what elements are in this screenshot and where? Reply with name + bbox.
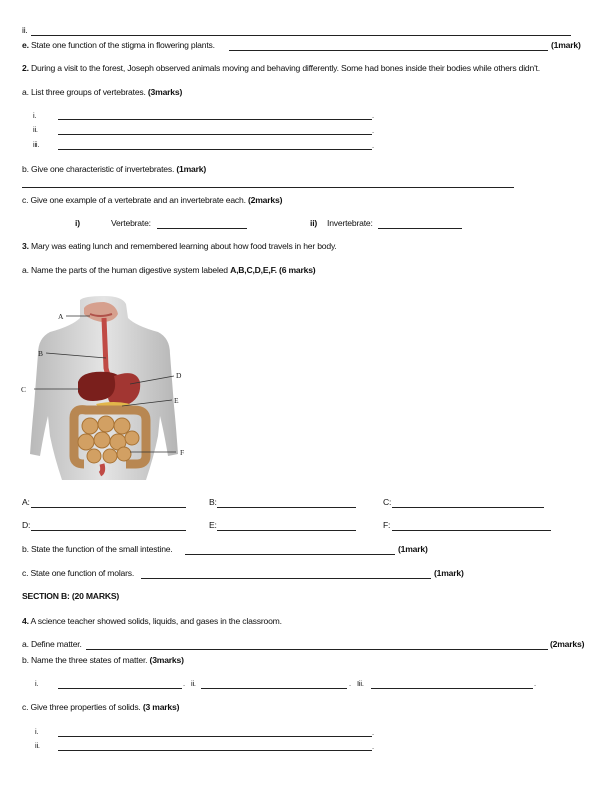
period: . [349,679,351,688]
q4b-marks: (3marks) [149,655,184,665]
answer-line[interactable] [58,688,182,689]
q4b-roman-2: ii. [191,679,196,688]
q3a-bold: A,B,C,D,E,F. (6 marks) [230,265,316,275]
period: . [372,728,374,737]
q4c-question [22,702,179,712]
q3-number: 3. [22,241,29,251]
q4-stem: A science teacher showed solids, liquids, and gases in the classroom. [30,616,282,626]
q2a-text: a. List three groups of vertebrates. [22,87,146,97]
answer-line[interactable] [58,134,372,135]
period: . [372,141,374,150]
q1e-label: e. [22,40,29,50]
answer-line[interactable] [31,35,571,36]
q4b-question [22,655,184,665]
q2c-invertebrate-label: Invertebrate: [327,218,373,228]
q4b-roman-3: Iii. [357,679,364,688]
q4c-text: c. Give three properties of solids. [22,702,141,712]
vertebrate-answer-line[interactable] [157,228,247,229]
q2c-i-label: i) [75,218,80,228]
q4c-roman-1: i. [35,727,39,736]
answer-line-c[interactable] [392,507,544,508]
q3-stem: Mary was eating lunch and remembered learning about how food travels in her body. [30,241,337,251]
q2a-marks: (3marks) [147,87,183,97]
q3b-marks: (1mark) [398,544,428,554]
answer-label-e: E: [209,520,217,530]
rectum [100,464,103,474]
answer-line[interactable] [58,736,372,737]
period: . [183,679,185,688]
answer-line[interactable] [371,688,533,689]
q2-stem-line [22,63,540,73]
answer-label-c: C: [383,497,392,507]
invertebrate-answer-line[interactable] [378,228,462,229]
period: . [372,111,374,120]
q4a-text: a. Define matter. [22,639,82,649]
diagram-label-f: F [180,448,184,457]
q3b-text: b. State the function of the small intestine. [22,544,173,554]
q2c-vertebrate-label: Vertebrate: [111,218,151,228]
q3a-question [22,265,315,275]
answer-line[interactable] [86,649,548,650]
q2-stem: During a visit to the forest, Joseph observed animals moving and behaving differently. Some had bones inside their bodies while others didn't. [30,63,540,73]
q2b-text: b. Give one characteristic of invertebrates. [22,164,175,174]
q4a-marks: (2marks) [550,639,585,649]
q2c-question [22,195,282,205]
answer-label-a: A: [22,497,30,507]
q4b-text: b. Name the three states of matter. [22,655,148,665]
answer-line[interactable] [201,688,347,689]
q1e-text: State one function of the stigma in flowering plants. [30,40,215,50]
period: . [534,679,536,688]
q4b-roman-1: i. [35,679,39,688]
answer-line[interactable] [229,50,548,51]
q2b-question [22,164,206,174]
q2a-roman-1: i. [33,111,37,120]
q1e-question [22,40,215,50]
q2c-marks: (2marks) [248,195,283,205]
q3-stem-line [22,241,337,251]
answer-line-d[interactable] [31,530,186,531]
answer-line-a[interactable] [31,507,186,508]
answer-label-b: B: [209,497,217,507]
q4-number: 4. [22,616,29,626]
q2c-ii-label: ii) [310,218,318,228]
diagram-label-c: C [21,385,26,394]
q3c-text: c. State one function of molars. [22,568,135,578]
section-b-title: SECTION B: (20 MARKS) [22,591,120,601]
answer-line[interactable] [58,149,372,150]
q4c-marks: (3 marks) [142,702,180,712]
q2b-marks: (1mark) [176,164,207,174]
answer-line[interactable] [58,750,372,751]
answer-line-f[interactable] [392,530,551,531]
answer-label-f: F: [383,520,391,530]
answer-line[interactable] [58,119,372,120]
small-intestine [78,416,139,463]
period: . [372,126,374,135]
q2c-text: c. Give one example of a vertebrate and an invertebrate each. [22,195,246,205]
answer-line-e[interactable] [217,530,356,531]
answer-line[interactable] [22,187,514,188]
diagram-label-b: B [38,349,43,358]
q2-number: 2. [22,63,29,73]
q1-ii-label: ii. [22,25,28,35]
answer-label-d: D: [22,520,31,530]
q1e-marks: (1mark) [551,40,581,50]
answer-line-b[interactable] [217,507,356,508]
q4-stem-line [22,616,282,626]
period: . [372,742,374,751]
q2a-question [22,87,182,97]
q4c-roman-2: ii. [35,741,40,750]
diagram-label-a: A [58,312,64,321]
q3a-text: a. Name the parts of the human digestive system labeled [22,265,228,275]
q3c-marks: (1mark) [434,568,464,578]
diagram-label-d: D [176,371,182,380]
answer-line[interactable] [141,578,431,579]
answer-line[interactable] [185,554,395,555]
q2a-roman-2: ii. [33,125,38,134]
digestive-system-diagram [18,296,200,482]
q2a-roman-3: iii. [33,140,40,149]
diagram-label-e: E [174,396,179,405]
